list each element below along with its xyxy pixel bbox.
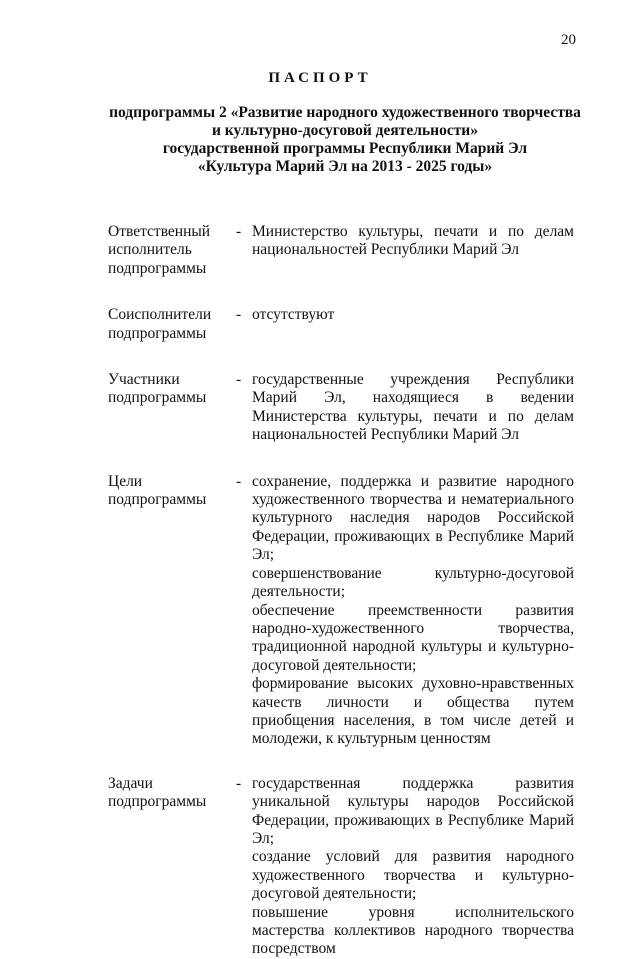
row-value: [252, 371, 574, 445]
row-item: сохранение, поддержка и развитие народного художественного творчества и нематериального культурного наследия народов Российской Федерации, проживающих в Республике Марий Эл;: [252, 472, 574, 564]
row-value: [252, 775, 574, 959]
row-value: [252, 223, 574, 278]
row-dash: -: [236, 472, 242, 490]
row-value: [252, 306, 574, 343]
row-item: государственная поддержка развития уникальной культуры народов Российской Федерации, проживающих в Республике Марий Эл;: [252, 774, 574, 847]
row-item: государственные учреждения Республики Марий Эл, находящиеся в ведении Министерства культуры, печати и по делам национальностей Республики Марий Эл: [252, 371, 574, 444]
document-subtitle: [80, 104, 610, 176]
row-label: Участники подпрограммы: [108, 371, 207, 407]
row-item: создание условий для развития народного художественного творчества и культурно-досуговой деятельности;: [252, 848, 574, 903]
row-item: Министерство культуры, печати и по делам национальностей Республики Марий Эл: [252, 223, 574, 259]
row-item: повышение уровня исполнительского мастерства коллективов народного творчества посредством: [252, 903, 574, 958]
row-dash: -: [236, 371, 242, 389]
row-label: Соисполнители подпрограммы: [108, 306, 212, 342]
row-item: формирование высоких духовно-нравственных качеств личности и общества путем приобщения населения, в том числе детей и молодежи, к культурным ценностям: [252, 675, 574, 748]
subtitle-line: «Культура Марий Эл на 2013 - 2025 годы»: [197, 158, 493, 175]
page-number: 20: [561, 32, 576, 48]
row-co-executors: [108, 306, 574, 343]
subtitle-line: подпрограммы 2 «Развитие народного художественного творчества: [109, 104, 581, 121]
row-item: отсутствуют: [252, 306, 335, 324]
row-label: Цели подпрограммы: [108, 472, 207, 509]
subtitle-line: и культурно-досуговой деятельности»: [211, 122, 478, 139]
row-label: Ответственный исполнитель подпрограммы: [108, 223, 211, 277]
row-item: совершенствование культурно-досуговой деятельности;: [252, 564, 574, 601]
passport-table: [108, 223, 574, 959]
row-value: [252, 473, 574, 749]
row-dash: -: [236, 774, 242, 792]
row-item: обеспечение преемственности развития народно-художественного творчества, традиционной народной культуры и культурно-досуговой деятельности;: [252, 601, 574, 674]
row-participants: [108, 371, 574, 445]
row-tasks: [108, 775, 574, 959]
row-responsible-executor: [108, 223, 574, 278]
document-title: ПАСПОРТ: [268, 70, 372, 86]
row-label: Задачи подпрограммы: [108, 774, 207, 811]
row-dash: -: [236, 223, 242, 240]
subtitle-line: государственной программы Республики Марий Эл: [162, 140, 528, 157]
row-dash: -: [236, 306, 242, 324]
row-goals: [108, 473, 574, 749]
